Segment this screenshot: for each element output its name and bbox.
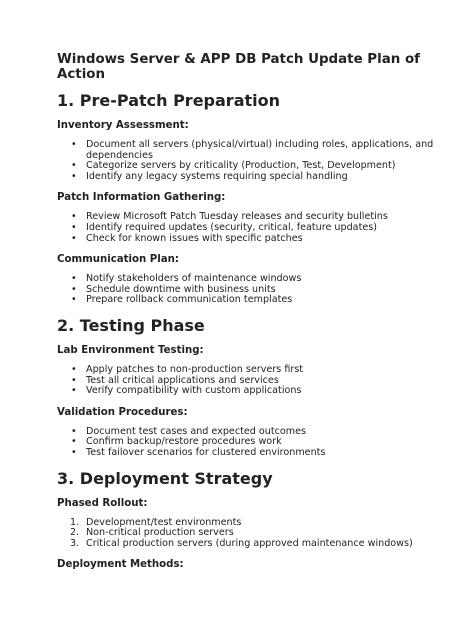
list-item-text: Non-critical production servers [86, 527, 234, 539]
list-item: • Identify any legacy systems requiring special handling [86, 172, 447, 183]
subsection-heading: Lab Environment Testing: [57, 344, 204, 356]
list-item: • Review Microsoft Patch Tuesday releases and security bulletins [86, 212, 447, 223]
subsection-heading: Inventory Assessment: [57, 120, 189, 131]
bullet-list [57, 365, 447, 397]
list-item: • Schedule downtime with business units [86, 285, 447, 296]
list-item: • Prepare rollback communication templates [86, 295, 447, 306]
section-deployment-strategy [57, 469, 447, 572]
list-item: • Categorize servers by criticality (Production, Test, Development) [86, 161, 447, 172]
section-testing-phase [57, 316, 447, 459]
list-item: • Apply patches to non-production servers first [86, 365, 447, 376]
section-heading: 2. Testing Phase [57, 315, 205, 335]
subsection-heading: Patch Information Gathering: [57, 192, 226, 204]
list-item: • Test all critical applications and services [86, 376, 447, 387]
section-pre-patch-preparation [57, 91, 447, 306]
list-item [70, 537, 447, 550]
section-heading: 3. Deployment Strategy [57, 468, 273, 488]
list-item: • Document test cases and expected outcomes [86, 427, 447, 438]
bullet-list [57, 427, 447, 459]
list-item: • Verify compatibility with custom applications [86, 386, 447, 397]
list-number: 2. [70, 527, 80, 539]
list-item: • Confirm backup/restore procedures work [86, 437, 447, 448]
list-number: 3. [70, 537, 80, 549]
numbered-list [57, 518, 447, 550]
list-number: 1. [70, 516, 80, 528]
list-item-text: Critical production servers (during approved maintenance windows) [86, 537, 413, 549]
document-title: Windows Server & APP DB Patch Update Plan of Action [57, 52, 420, 82]
list-item: • Document all servers (physical/virtual) including roles, applications, and dependencies [86, 140, 447, 161]
bullet-list [57, 140, 447, 182]
bullet-list [57, 274, 447, 306]
list-item: • Check for known issues with specific patches [86, 234, 447, 245]
document-page [57, 52, 447, 579]
subsection-heading: Deployment Methods: [57, 559, 184, 571]
subsection-heading: Communication Plan: [57, 254, 179, 266]
list-item-text: Development/test environments [86, 516, 242, 528]
list-item: • Test failover scenarios for clustered environments [86, 448, 447, 459]
subsection-heading: Phased Rollout: [57, 497, 148, 509]
section-heading: 1. Pre-Patch Preparation [57, 91, 280, 110]
list-item: • Identify required updates (security, critical, feature updates) [86, 223, 447, 234]
bullet-list [57, 212, 447, 244]
subsection-heading: Validation Procedures: [57, 406, 188, 418]
list-item: • Notify stakeholders of maintenance windows [86, 274, 447, 285]
